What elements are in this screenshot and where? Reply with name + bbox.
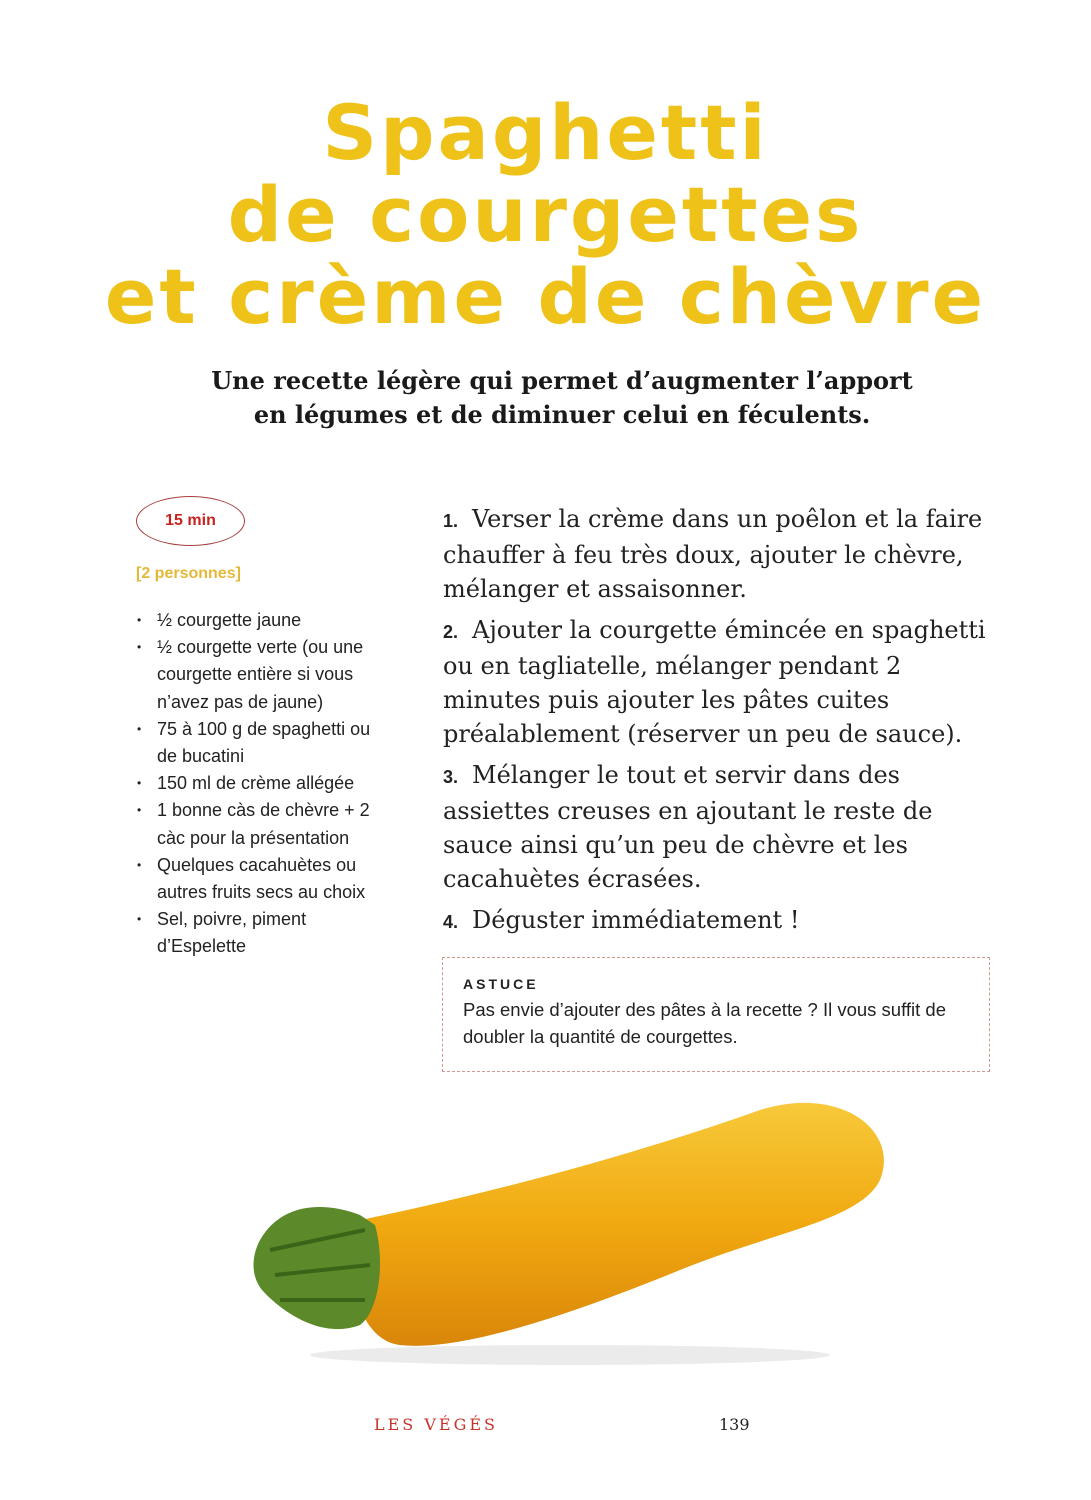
ingredient: • ½ courgette verte (ou une courgette entière si vous n’avez pas de jaune)	[137, 634, 387, 716]
tip-box	[442, 957, 990, 1072]
step-text: Verser la crème dans un poêlon et la faire chauffer à feu très doux, ajouter le chèvre, mélanger et assaisonner.	[443, 505, 983, 603]
time-badge: 15 min	[136, 496, 245, 546]
subtitle-line: en légumes et de diminuer celui en féculents.	[253, 400, 871, 429]
step-number: 1.	[443, 511, 459, 531]
recipe-subtitle	[0, 364, 1091, 432]
step	[443, 613, 1003, 751]
ingredient: • Quelques cacahuètes ou autres fruits secs au choix	[137, 852, 387, 906]
step-number: 2.	[443, 622, 459, 642]
ingredient: • Sel, poivre, piment d’Espelette	[137, 906, 387, 960]
servings: [2 personnes]	[136, 565, 241, 582]
step-number: 3.	[443, 767, 459, 787]
recipe-title	[0, 88, 1091, 341]
step-text: Ajouter la courgette émincée en spaghetti ou en tagliatelle, mélanger pendant 2 minutes puis ajouter les pâtes cuites préalablement (réserver un peu de sauce).	[443, 616, 986, 748]
ingredient-list	[137, 607, 387, 961]
step-text: Mélanger le tout et servir dans des assiettes creuses en ajoutant le reste de sauce ainsi qu’un peu de chèvre et les cacahuètes écrasées.	[443, 761, 933, 893]
ingredient: • 150 ml de crème allégée	[137, 770, 387, 797]
tip-text: Pas envie d’ajouter des pâtes à la recette ? Il vous suffit de doubler la quantité de courgettes.	[463, 999, 947, 1047]
ingredient: • 75 à 100 g de spaghetti ou de bucatini	[137, 716, 387, 770]
step	[443, 502, 1003, 606]
ingredient: • 1 bonne càs de chèvre + 2 càc pour la présentation	[137, 797, 387, 851]
step	[443, 903, 1003, 939]
step	[443, 758, 1003, 896]
title-line: Spaghetti	[322, 88, 769, 177]
title-line: de courgettes	[227, 170, 864, 259]
ingredient: • ½ courgette jaune	[137, 607, 387, 634]
zucchini-image	[240, 1090, 900, 1380]
page-number: 139	[719, 1415, 750, 1434]
tip-heading: ASTUCE	[463, 976, 539, 992]
section-name: LES VÉGÉS	[374, 1415, 499, 1434]
step-number: 4.	[443, 912, 459, 932]
steps	[443, 502, 1003, 946]
step-text: Déguster immédiatement !	[472, 906, 800, 934]
title-line: et crème de chèvre	[104, 252, 987, 341]
subtitle-line: Une recette légère qui permet d’augmenter l’apport	[211, 366, 913, 395]
